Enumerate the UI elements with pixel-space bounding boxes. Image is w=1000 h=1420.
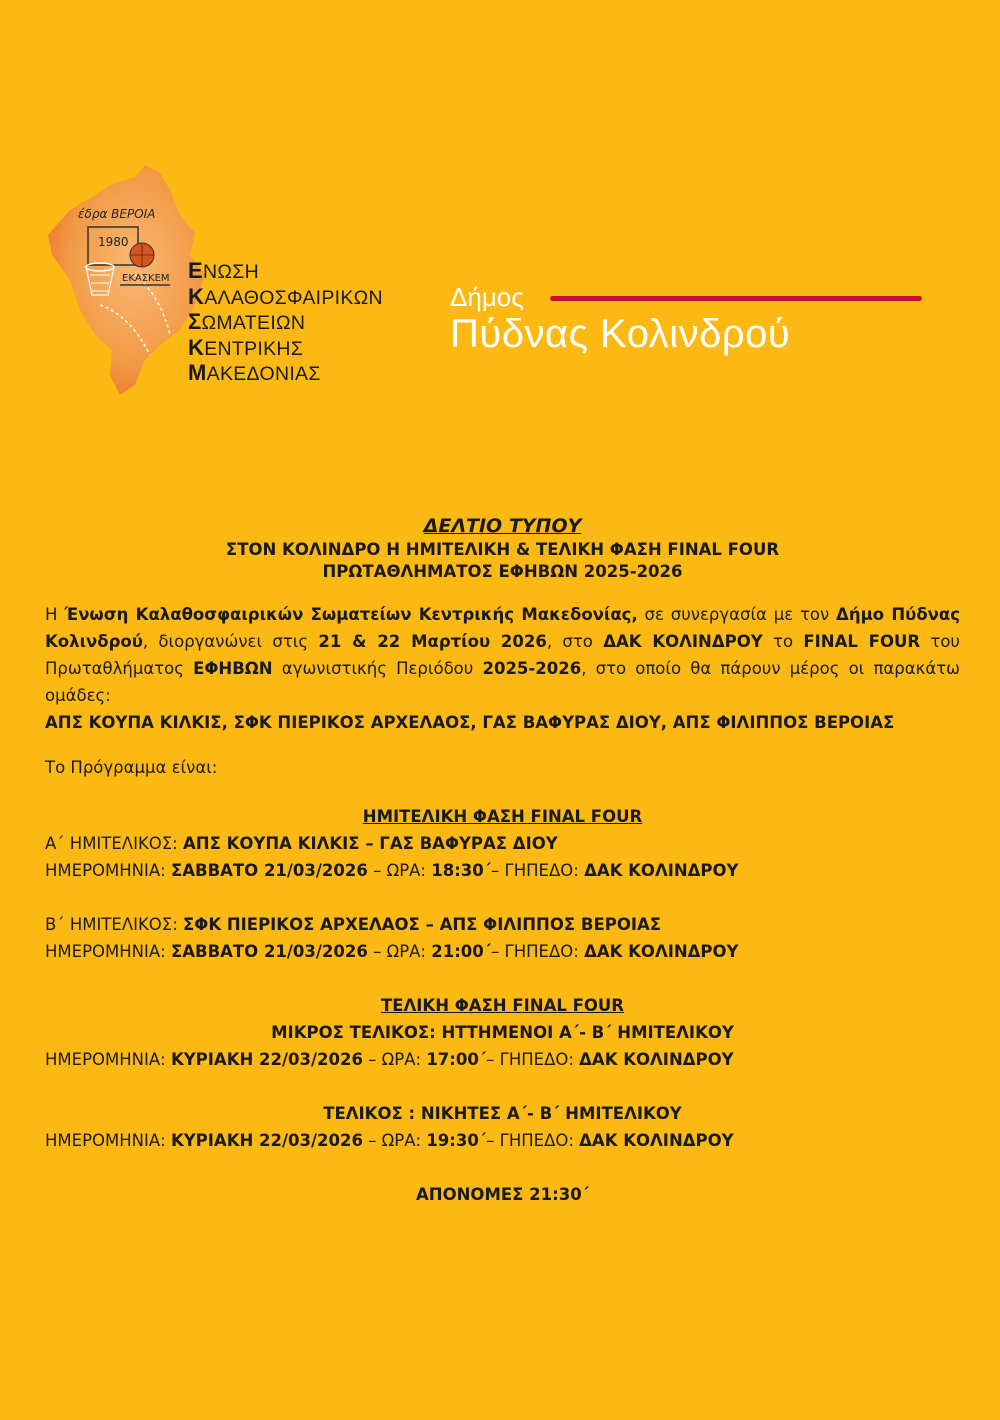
- org-line: ΣΩΜΑΤΕΙΩΝ: [188, 309, 306, 334]
- teams-list: ΑΠΣ ΚΟΥΠΑ ΚΙΛΚΙΣ, ΣΦΚ ΠΙΕΡΙΚΟΣ ΑΡΧΕΛΑΟΣ, ΓΑΣ ΒΑΦΥΡΑΣ ΔΙΟΥ, ΑΠΣ ΦΙΛΙΠΠΟΣ ΒΕΡΟΙΑΣ: [45, 713, 895, 732]
- press-release: [45, 513, 960, 1208]
- municipality-logo: [450, 282, 950, 362]
- intro-paragraph: Η Ένωση Καλαθοσφαιρικών Σωματείων Κεντρικής Μακεδονίας, σε συνεργασία με τον Δήμο Πύδνας Κολινδρού, διοργανώνει στις 21 & 22 Μαρτίου 2026, στο ΔΑΚ ΚΟΛΙΝΔΡΟΥ το FINAL FOUR του Πρωταθλήματος ΕΦΗΒΩΝ αγωνιστικής Περιόδου 2025-2026, στο οποίο θα πάρουν μέρος οι παρακάτω ομάδες:: [45, 605, 961, 705]
- map-tag: ΕΚΑΣΚΕΜ: [122, 273, 170, 284]
- federation-name: [188, 259, 383, 387]
- final-heading: ΤΕΛΙΚΗ ΦΑΣΗ FINAL FOUR: [380, 996, 625, 1015]
- federation-logo: [40, 155, 420, 415]
- org-line: ΕΝΩΣΗ: [188, 258, 259, 283]
- municipality-red-line: [550, 296, 922, 301]
- semi-heading: ΗΜΙΤΕΛΙΚΗ ΦΑΣΗ FINAL FOUR: [362, 807, 643, 826]
- org-line: ΚΕΝΤΡΙΚΗΣ: [188, 334, 304, 360]
- big-final: ΤΕΛΙΚΟΣ : ΝΙΚΗΤΕΣ Α΄- Β΄ ΗΜΙΤΕΛΙΚΟΥ: [323, 1104, 682, 1123]
- municipality-name: Πύδνας Κολινδρού: [450, 312, 791, 356]
- semi-b-match: Β΄ ΗΜΙΤΕΛΙΚΟΣ: ΣΦΚ ΠΙΕΡΙΚΟΣ ΑΡΧΕΛΑΟΣ – ΑΠΣ ΦΙΛΙΠΠΟΣ ΒΕΡΟΙΑΣ: [45, 915, 662, 934]
- org-line: ΚΑΛΑΘΟΣΦΑΙΡΙΚΩΝ: [188, 283, 383, 309]
- small-final-schedule: ΗΜΕΡΟΜΗΝΙΑ: ΚΥΡΙΑΚΗ 22/03/2026 – ΩΡΑ: 17:00΄– ΓΗΠΕΔΟ: ΔΑΚ ΚΟΛΙΝΔΡΟΥ: [45, 1050, 734, 1069]
- awards: ΑΠΟΝΟΜΕΣ 21:30΄: [416, 1185, 589, 1204]
- org-line: ΜΑΚΕΔΟΝΙΑΣ: [188, 360, 321, 385]
- big-final-schedule: ΗΜΕΡΟΜΗΝΙΑ: ΚΥΡΙΑΚΗ 22/03/2026 – ΩΡΑ: 19:30΄– ΓΗΠΕΔΟ: ΔΑΚ ΚΟΛΙΝΔΡΟΥ: [45, 1131, 734, 1150]
- program-intro: Το Πρόγραμμα είναι:: [45, 758, 218, 777]
- map-top-text: έδρα ΒΕΡΟΙΑ: [78, 207, 156, 221]
- semi-a-match: Α΄ ΗΜΙΤΕΛΙΚΟΣ: ΑΠΣ ΚΟΥΠΑ ΚΙΛΚΙΣ – ΓΑΣ ΒΑΦΥΡΑΣ ΔΙΟΥ: [45, 834, 558, 853]
- small-final: ΜΙΚΡΟΣ ΤΕΛΙΚΟΣ: ΗΤΤΗΜΕΝΟΙ Α΄- Β΄ ΗΜΙΤΕΛΙΚΟΥ: [271, 1023, 734, 1042]
- doc-title: ΔΕΛΤΙΟ ΤΥΠΟΥ: [423, 515, 582, 537]
- doc-subtitle-2: ΠΡΩΤΑΘΛΗΜΑΤΟΣ ΕΦΗΒΩΝ 2025-2026: [322, 562, 683, 581]
- municipality-top-text: Δήμος: [450, 282, 524, 312]
- semi-b-schedule: ΗΜΕΡΟΜΗΝΙΑ: ΣΑΒΒΑΤΟ 21/03/2026 – ΩΡΑ: 21:00΄– ΓΗΠΕΔΟ: ΔΑΚ ΚΟΛΙΝΔΡΟΥ: [45, 942, 739, 961]
- semi-a-schedule: ΗΜΕΡΟΜΗΝΙΑ: ΣΑΒΒΑΤΟ 21/03/2026 – ΩΡΑ: 18:30΄– ΓΗΠΕΔΟ: ΔΑΚ ΚΟΛΙΝΔΡΟΥ: [45, 861, 739, 880]
- doc-subtitle-1: ΣΤΟΝ ΚΟΛΙΝΔΡΟ Η ΗΜΙΤΕΛΙΚΗ & ΤΕΛΙΚΗ ΦΑΣΗ FINAL FOUR: [225, 540, 780, 559]
- map-year: 1980: [98, 235, 129, 249]
